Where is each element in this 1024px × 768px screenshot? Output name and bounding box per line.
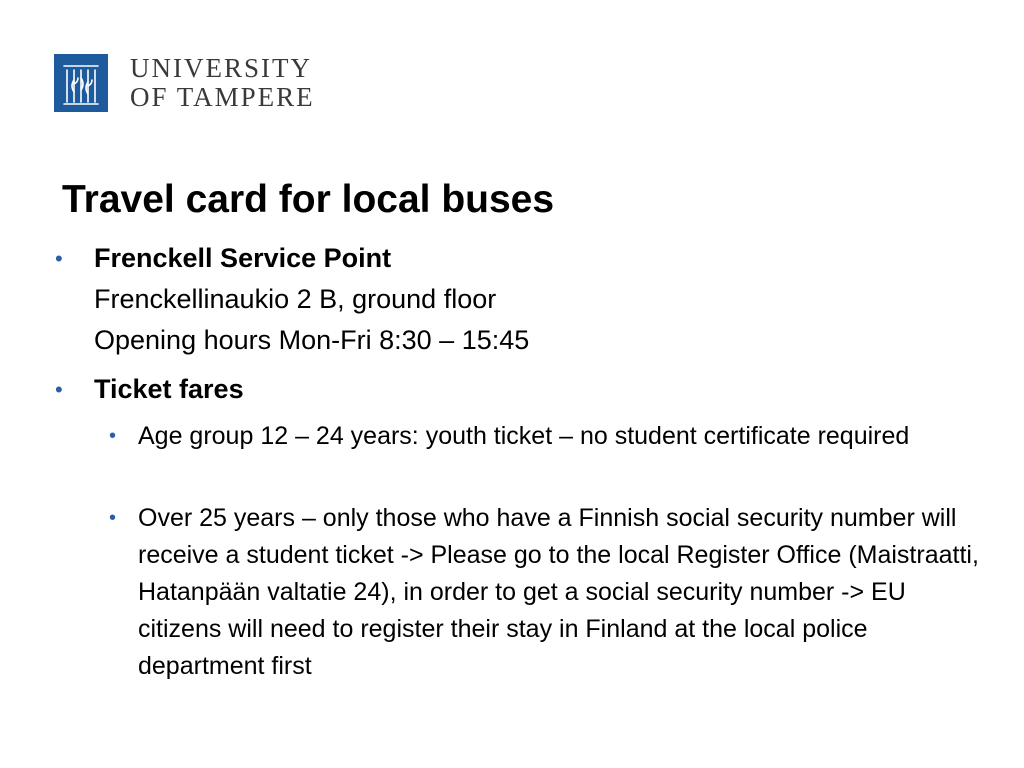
bullet-heading: Ticket fares	[94, 374, 244, 404]
bullet-dot-icon: •	[55, 377, 63, 402]
service-point-address: Frenckellinaukio 2 B, ground floor	[94, 284, 497, 314]
sub-bullet-youth-ticket	[109, 418, 983, 455]
bullet-ticket-fares	[55, 369, 244, 410]
bullet-body	[94, 369, 244, 410]
sub-bullet-text: Age group 12 – 24 years: youth ticket – no student certificate required	[138, 422, 910, 450]
service-point-hours: Opening hours Mon-Fri 8:30 – 15:45	[94, 325, 530, 355]
university-logo	[54, 54, 315, 112]
sub-bullet-dot-icon: •	[109, 507, 117, 529]
sub-bullet-dot-icon: •	[109, 425, 117, 447]
bullet-dot-icon: •	[55, 246, 63, 271]
wordmark-line-2: OF TAMPERE	[130, 82, 315, 112]
sub-bullet-text: Over 25 years – only those who have a Finnish social security number will receive a student ticket -> Please go to the local Register Office (Maistraatti, Hatanpään valtatie 24), in order to get a social security number -> EU citizens will need to register their stay in Finland at the local police department first	[138, 504, 979, 680]
wordmark-line-1: UNIVERSITY	[130, 53, 312, 83]
slide-title: Travel card for local buses	[62, 178, 555, 221]
bullet-service-point	[55, 238, 529, 361]
bullet-heading: Frenckell Service Point	[94, 243, 392, 273]
university-emblem-icon	[54, 54, 108, 112]
bullet-body	[94, 238, 529, 361]
university-wordmark	[130, 54, 315, 112]
sub-bullet-student-ticket	[109, 500, 983, 685]
